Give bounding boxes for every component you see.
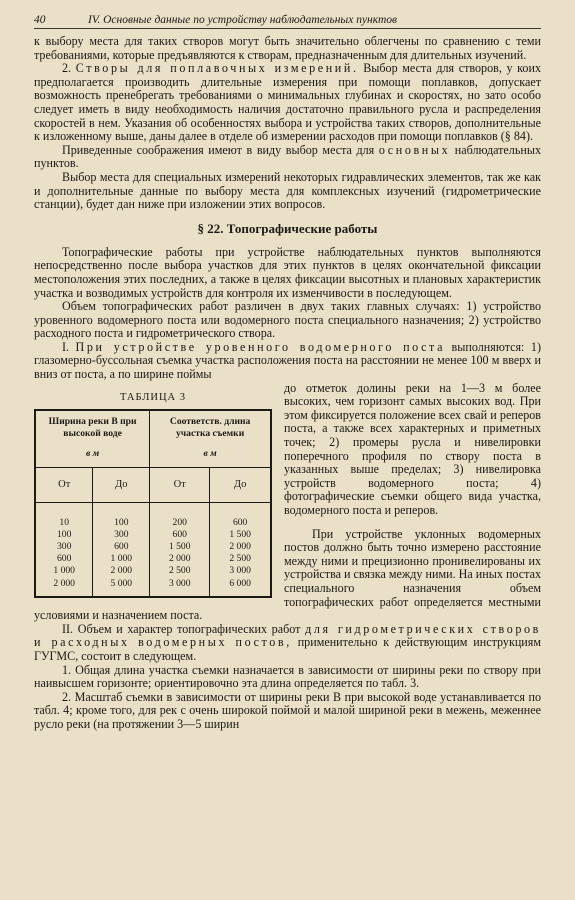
sub-header-from: От [150,467,210,502]
spaced-emphasis: для гидрометрических створов и расходных водомерных постов, [34,621,541,650]
table-cell: 2 000 [110,565,133,577]
table-cell: 2 000 [53,577,75,589]
paragraph-text: применительно к действующим инструкциям ГУГМС, состоит в следующем. [34,635,541,663]
paragraph-prefix: Приведенные соображения имеют в виду выбор места для [62,142,379,157]
table-cell: 200 [172,516,187,528]
table-values [35,502,271,597]
table-cell: 600 [232,516,248,528]
paragraph [34,341,541,382]
table-cell: 5 000 [110,577,133,589]
data-table [34,409,272,598]
paragraph [34,664,541,691]
table-cell: 300 [57,541,72,553]
bottom-paragraphs [34,623,541,732]
col-header-length-text: Соответств. длина участка съемки [169,415,251,439]
paragraph [34,144,541,171]
section-title: § 22. Топографические работы [197,220,378,236]
table-column-3 [150,502,210,597]
paragraph [34,62,541,144]
table-cell: 10 [59,516,69,528]
table-cell: 6 000 [229,577,251,589]
unit-label: в м [85,447,100,459]
table-cell: 2 000 [168,553,191,565]
unit-label: в м [203,447,217,459]
float-paragraph-2: При устройстве уклонных водомерных постов должно быть точно измерено расстояние между ними и прецизионно пронивелированы их устройства и связка между ними. На иных постах специального назначения объем топографических работ определяется местными условиями и назначением поста. [34,526,541,623]
paragraph-prefix: 2. [62,61,76,76]
table-cell: 3 000 [168,577,191,589]
paragraph-text: 1. Общая длина участка съемки назначается в зависимости от ширины реки по створу при наивысшем горизонте; ориентировочно эта длина определяется по табл. 3. [34,662,541,691]
paragraph-text: наблюдательных пунктов. [34,142,541,171]
paragraph-text: Выбор места для створов, у коих предполагается производить длительные измерения при помощи поплавков, допускает возможность пренебрегать требованиями о минимальных глубинах и скоростях, но зато особо следует иметь в виду необходимость наличия достаточно правильного русла и распределения скоростей в нем. Указания об особенностях выбора и устройства таких створов, дополнительные к изложенному выше, даны далее в отделе об измерении расходов при помощи поплавков (§ 84). [34,61,541,144]
page-number: 40 [34,14,46,26]
table-cell: 1 500 [229,528,251,540]
table-cell: 2 500 [229,553,251,565]
table-cell: 600 [172,528,187,540]
table-and-text [34,382,541,623]
sub-header-to: До [93,467,150,502]
paragraph-prefix: I. [62,339,76,354]
running-header [34,14,541,29]
running-title: IV. Основные данные по устройству наблюдательных пунктов [88,14,398,26]
paragraph-text: Топографические работы при устройстве наблюдательных пунктов выполняются непосредственно после выбора участков для этих пунктов в целях окончательной фиксации местоположения этих последних, а также в целях фиксации высотных и плановых характеристик участка и возводимых устройств для контроля их изменчивости в последующем. [34,244,541,300]
sub-header-to: До [210,467,271,502]
paragraph [34,35,541,62]
table-cell: 2 500 [168,565,191,577]
paragraph [34,171,541,212]
float-paragraph-1: до отметок долины реки на 1—3 м более высоких, чем горизонт самых высоких вод. При этом фиксируется положение всех свай и реперов поста, а также всех характерных и приметных точек; 2) промеры русла и нивелировки поперечного профиля по створу поста в указанных выше пределах; 3) нивелировка устройств водомерного поста; 4) фотографические съемки общего вида участка, водомерного поста и реперов. [284,380,541,517]
table-column-2 [93,502,150,597]
table-cell: 2 000 [229,541,251,553]
col-header-width [35,410,150,468]
paragraph [34,691,541,732]
paragraph [34,623,541,664]
paragraph-prefix: II. Объем и характер топографических работ [62,621,306,636]
table-column-4 [210,502,271,597]
table-cell: 100 [57,528,72,540]
paragraph-text: к выбору места для таких створов могут быть значительно облегчены по сравнению с теми требованиями, которые предъявляются к створам, предназначенным для длительных изучений. [34,34,541,62]
spaced-emphasis: Створы для поплавочных измерений. [75,61,359,76]
table-cell: 600 [114,541,129,553]
table-cell: 1 500 [168,541,191,553]
col-header-width-text: Ширина реки В при высокой воде [48,415,137,439]
spaced-emphasis: основных [378,142,451,157]
top-paragraphs [34,35,541,212]
paragraph-text: 2. Масштаб съемки в зависимости от ширины реки В при высокой воде устанавливается по табл. 4; кроме того, для рек с очень широкой поймой и малой шириной реки в межень, меженнее русло реки (на протяжении 3—5 ширин [34,689,541,731]
col-header-length [150,410,271,468]
paragraph-text: Выбор места для специальных измерений некоторых гидравлических элементов, так же как и дополнительные данные по выбору места для комплексных изучений (гидрометрические станции), будет дан ниже при изложении этих вопросов. [34,169,541,212]
table-column-1 [35,502,93,597]
table-cell: 300 [114,528,129,540]
table-cell: 3 000 [229,565,251,577]
paragraph-text: Объем топографических работ различен в двух таких главных случаях: 1) устройство уровенного водомерного поста или водомерного поста специального назначения; 2) устройство расходного поста и гидрометрического створа. [34,299,541,341]
table-title: ТАБЛИЦА 3 [120,391,186,403]
table-3 [34,386,272,598]
paragraph [34,300,541,341]
table-cell: 600 [57,553,72,565]
table-cell: 100 [114,516,129,528]
paragraph-text: выполняются: 1) глазомерно-буссольная съемка участка расположения поста на расстоянии не менее 100 м вверх и вниз от поста, а по ширине поймы [34,339,541,382]
mid-paragraphs [34,246,541,382]
paragraph [34,246,541,300]
sub-header-from: От [35,467,93,502]
table-cell: 1 000 [53,565,75,577]
table-cell: 1 000 [110,553,133,565]
spaced-emphasis: При устройстве уровенного водомерного поста [75,339,446,354]
